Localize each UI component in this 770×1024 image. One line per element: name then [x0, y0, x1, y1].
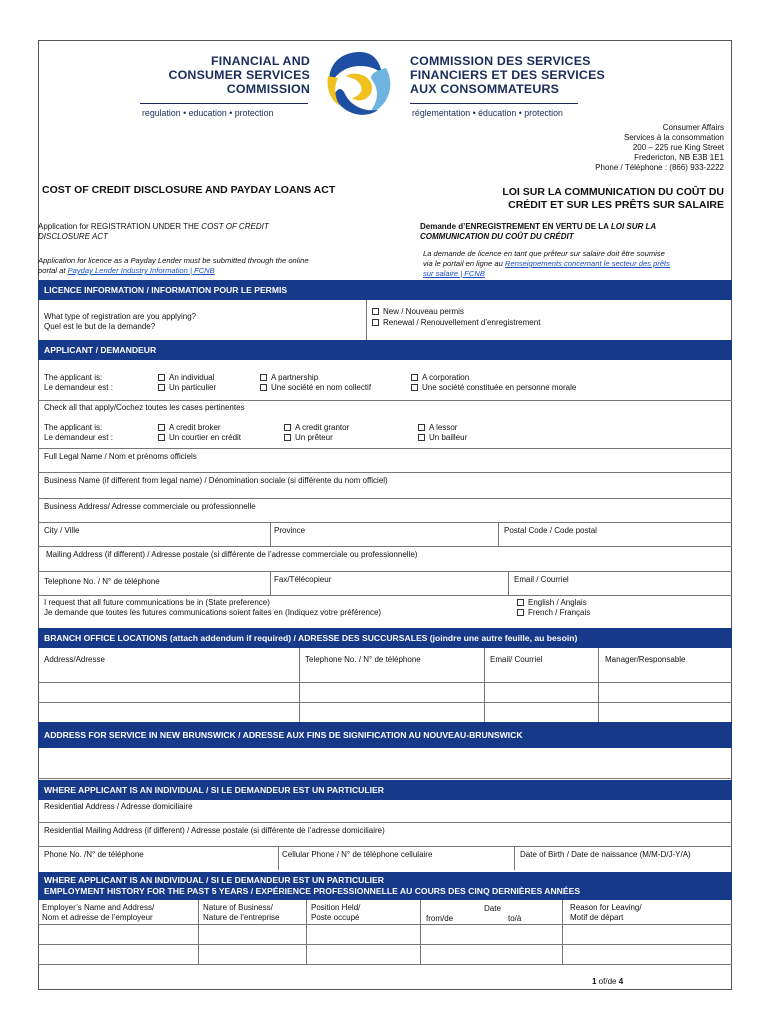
branch-row[interactable] — [38, 702, 732, 703]
divider — [306, 900, 307, 964]
payday-note-en: Application for licence as a Payday Lender must be submitted through the online portal at Payday Lender Industry Information | FCNB — [38, 256, 309, 275]
credit-grantor-checkbox[interactable]: A credit grantor Un prêteur — [284, 423, 349, 443]
checkbox[interactable] — [158, 424, 165, 431]
employment-row[interactable] — [38, 964, 732, 965]
branch-section-header: BRANCH OFFICE LOCATIONS (attach addendum if required) / ADRESSE DES SUCCURSALES (joindre une autre feuille, au besoin) — [38, 628, 732, 648]
renewal-checkbox[interactable]: Renewal / Renouvellement d’enregistrement — [372, 318, 540, 328]
credit-broker-checkbox[interactable]: A credit broker Un courtier en crédit — [158, 423, 241, 443]
divider — [38, 400, 732, 401]
divider — [270, 571, 271, 595]
check-all-note: Check all that apply/Cochez toutes les cases pertinentes — [44, 403, 245, 412]
individual-phone-field[interactable]: Phone No. /N° de téléphone — [44, 850, 144, 859]
application-type-en: Application for REGISTRATION UNDER THE COST OF CREDIT DISCLOSURE ACT — [38, 222, 269, 241]
employer-col-header: Employer’s Name and Address/ Nom et adresse de l’employeur — [42, 903, 155, 922]
employment-row[interactable] — [38, 944, 732, 945]
applicant-label: The applicant is: Le demandeur est : — [44, 373, 113, 392]
postal-code-field[interactable]: Postal Code / Code postal — [504, 526, 597, 535]
checkbox[interactable] — [411, 384, 418, 391]
divider — [366, 300, 367, 340]
divider — [38, 571, 732, 572]
branch-col-phone: Telephone No. / N° de téléphone — [305, 655, 421, 664]
cell-phone-field[interactable]: Cellular Phone / N° de téléphone cellulaire — [282, 850, 433, 859]
full-legal-name-field[interactable]: Full Legal Name / Nom et prénoms officiels — [44, 452, 197, 461]
checkbox[interactable] — [517, 609, 524, 616]
individual-section-header: WHERE APPLICANT IS AN INDIVIDUAL / SI LE DEMANDEUR EST UN PARTICULIER — [38, 780, 732, 800]
checkbox[interactable] — [260, 384, 267, 391]
act-title-fr: LOI SUR LA COMMUNICATION DU COÛT DU CRÉDIT ET SUR LES PRÊTS SUR SALAIRE — [502, 186, 724, 211]
from-col-header: from/de — [426, 914, 454, 923]
province-field[interactable]: Province — [274, 526, 306, 535]
tagline-en: regulation • education • protection — [142, 108, 274, 118]
payday-lender-link[interactable]: Payday Lender Industry Information | FCNB — [67, 266, 215, 275]
lessor-checkbox[interactable]: A lessor Un bailleur — [418, 423, 467, 443]
divider — [198, 900, 199, 964]
payday-note-fr: La demande de licence en tant que prêteur sur salaire doit être soumise via le portail en ligne au Renseignements concernant le secteur des prêts sur salaire | FCNB — [423, 249, 670, 278]
business-name-field[interactable]: Business Name (if different from legal name) / Dénomination sociale (si différente du nom officiel) — [44, 476, 388, 485]
checkbox[interactable] — [372, 308, 379, 315]
org-name-en: FINANCIAL AND CONSUMER SERVICES COMMISSION — [168, 54, 310, 96]
divider — [278, 846, 279, 870]
payday-lender-link-fr-cont[interactable]: sur salaire | FCNB — [423, 269, 485, 278]
page-number: 1 of/de 4 — [592, 977, 624, 986]
licence-section-header: LICENCE INFORMATION / INFORMATION POUR LE PERMIS — [38, 280, 732, 300]
to-col-header: to/à — [508, 914, 522, 923]
checkbox[interactable] — [284, 434, 291, 441]
applicant-label-2: The applicant is: Le demandeur est : — [44, 423, 113, 442]
corporation-checkbox[interactable]: A corporation Une société constituée en personne morale — [411, 373, 576, 393]
checkbox[interactable] — [411, 374, 418, 381]
branch-row[interactable] — [38, 682, 732, 683]
divider — [299, 648, 300, 722]
divider — [598, 648, 599, 722]
divider — [38, 472, 732, 473]
divider — [562, 900, 563, 964]
divider — [270, 522, 271, 546]
divider — [420, 900, 421, 964]
english-checkbox[interactable]: English / Anglais — [517, 598, 587, 608]
checkbox[interactable] — [418, 434, 425, 441]
service-section-header: ADDRESS FOR SERVICE IN NEW BRUNSWICK / ADRESSE AUX FINS DE SIGNIFICATION AU NOUVEAU-BRUNSWICK — [38, 722, 732, 748]
new-checkbox[interactable]: New / Nouveau permis — [372, 307, 464, 317]
residential-mailing-field[interactable]: Residential Mailing Address (if different) / Adresse postale (si différente de l’adresse domiciliaire) — [44, 826, 385, 835]
individual-checkbox[interactable]: An individual Un particulier — [158, 373, 216, 393]
divider — [498, 522, 499, 546]
branch-col-address: Address/Adresse — [44, 655, 105, 664]
divider — [410, 103, 578, 104]
city-field[interactable]: City / Ville — [44, 526, 80, 535]
date-col-header: Date — [484, 904, 501, 913]
org-name-fr: COMMISSION DES SERVICES FINANCIERS ET DES SERVICES AUX CONSOMMATEURS — [410, 54, 605, 96]
checkbox[interactable] — [284, 424, 291, 431]
divider — [38, 822, 732, 823]
divider — [38, 448, 732, 449]
act-title-en: COST OF CREDIT DISCLOSURE AND PAYDAY LOANS ACT — [42, 184, 336, 196]
checkbox[interactable] — [418, 424, 425, 431]
telephone-field[interactable]: Telephone No. / N° de téléphone — [44, 577, 160, 586]
form-frame — [38, 40, 732, 990]
checkbox[interactable] — [517, 599, 524, 606]
position-col-header: Position Held/ Poste occupé — [311, 903, 361, 922]
payday-lender-link-fr[interactable]: Renseignements concernant le secteur des prêts — [504, 259, 670, 268]
divider — [38, 498, 732, 499]
fax-field[interactable]: Fax/Télécopieur — [274, 575, 332, 584]
office-address: Consumer Affairs Services à la consommation 200 – 225 rue King Street Fredericton, NB E3B 1E1 Phone / Téléphone : (866) 933-2222 — [595, 123, 724, 172]
language-preference: I request that all future communications be in (State preference) Je demande que toutes les futures communications soient faites en (Indiquez votre préférence) — [44, 598, 382, 617]
business-address-field[interactable]: Business Address/ Adresse commerciale ou professionnelle — [44, 502, 256, 511]
divider — [38, 522, 732, 523]
mailing-address-field[interactable]: Mailing Address (if different) / Adresse postale (si différente de l’adresse commerciale ou professionnelle) — [46, 550, 418, 559]
divider — [514, 846, 515, 870]
applicant-section-header: APPLICANT / DEMANDEUR — [38, 340, 732, 360]
service-address-field[interactable] — [38, 778, 732, 779]
application-type-fr: Demande d’ENREGISTREMENT EN VERTU DE LA LOI SUR LA COMMUNICATION DU COÛT DU CRÉDIT — [420, 222, 657, 241]
checkbox[interactable] — [372, 319, 379, 326]
french-checkbox[interactable]: French / Français — [517, 608, 590, 618]
reason-col-header: Reason for Leaving/ Motif de départ — [570, 903, 642, 922]
checkbox[interactable] — [158, 434, 165, 441]
partnership-checkbox[interactable]: A partnership Une société en nom collectif — [260, 373, 371, 393]
email-field[interactable]: Email / Courriel — [514, 575, 569, 584]
employment-section-header: WHERE APPLICANT IS AN INDIVIDUAL / SI LE DEMANDEUR EST UN PARTICULIER EMPLOYMENT HISTORY FOR THE PAST 5 YEARS / EXPÉRIENCE PROFESSIONNELLE AU COURS DES CINQ DERNIÈRES ANNÉES — [38, 872, 732, 900]
branch-col-email: Email/ Courriel — [490, 655, 543, 664]
divider — [38, 546, 732, 547]
nature-col-header: Nature of Business/ Nature de l’entreprise — [203, 903, 280, 922]
checkbox[interactable] — [158, 384, 165, 391]
branch-col-manager: Manager/Responsable — [605, 655, 686, 664]
residential-address-field[interactable]: Residential Address / Adresse domiciliaire — [44, 802, 193, 811]
checkbox[interactable] — [260, 374, 267, 381]
divider — [484, 648, 485, 722]
date-of-birth-field[interactable]: Date of Birth / Date de naissance (M/M-D/J-Y/A) — [520, 850, 691, 859]
divider — [140, 103, 308, 104]
divider — [38, 595, 732, 596]
fcnb-logo — [320, 46, 402, 122]
employment-row[interactable] — [38, 924, 732, 925]
divider — [38, 846, 732, 847]
checkbox[interactable] — [158, 374, 165, 381]
divider — [508, 571, 509, 595]
registration-question: What type of registration are you applying? Quel est le but de la demande? — [44, 312, 197, 331]
tagline-fr: réglementation • éducation • protection — [412, 108, 563, 118]
